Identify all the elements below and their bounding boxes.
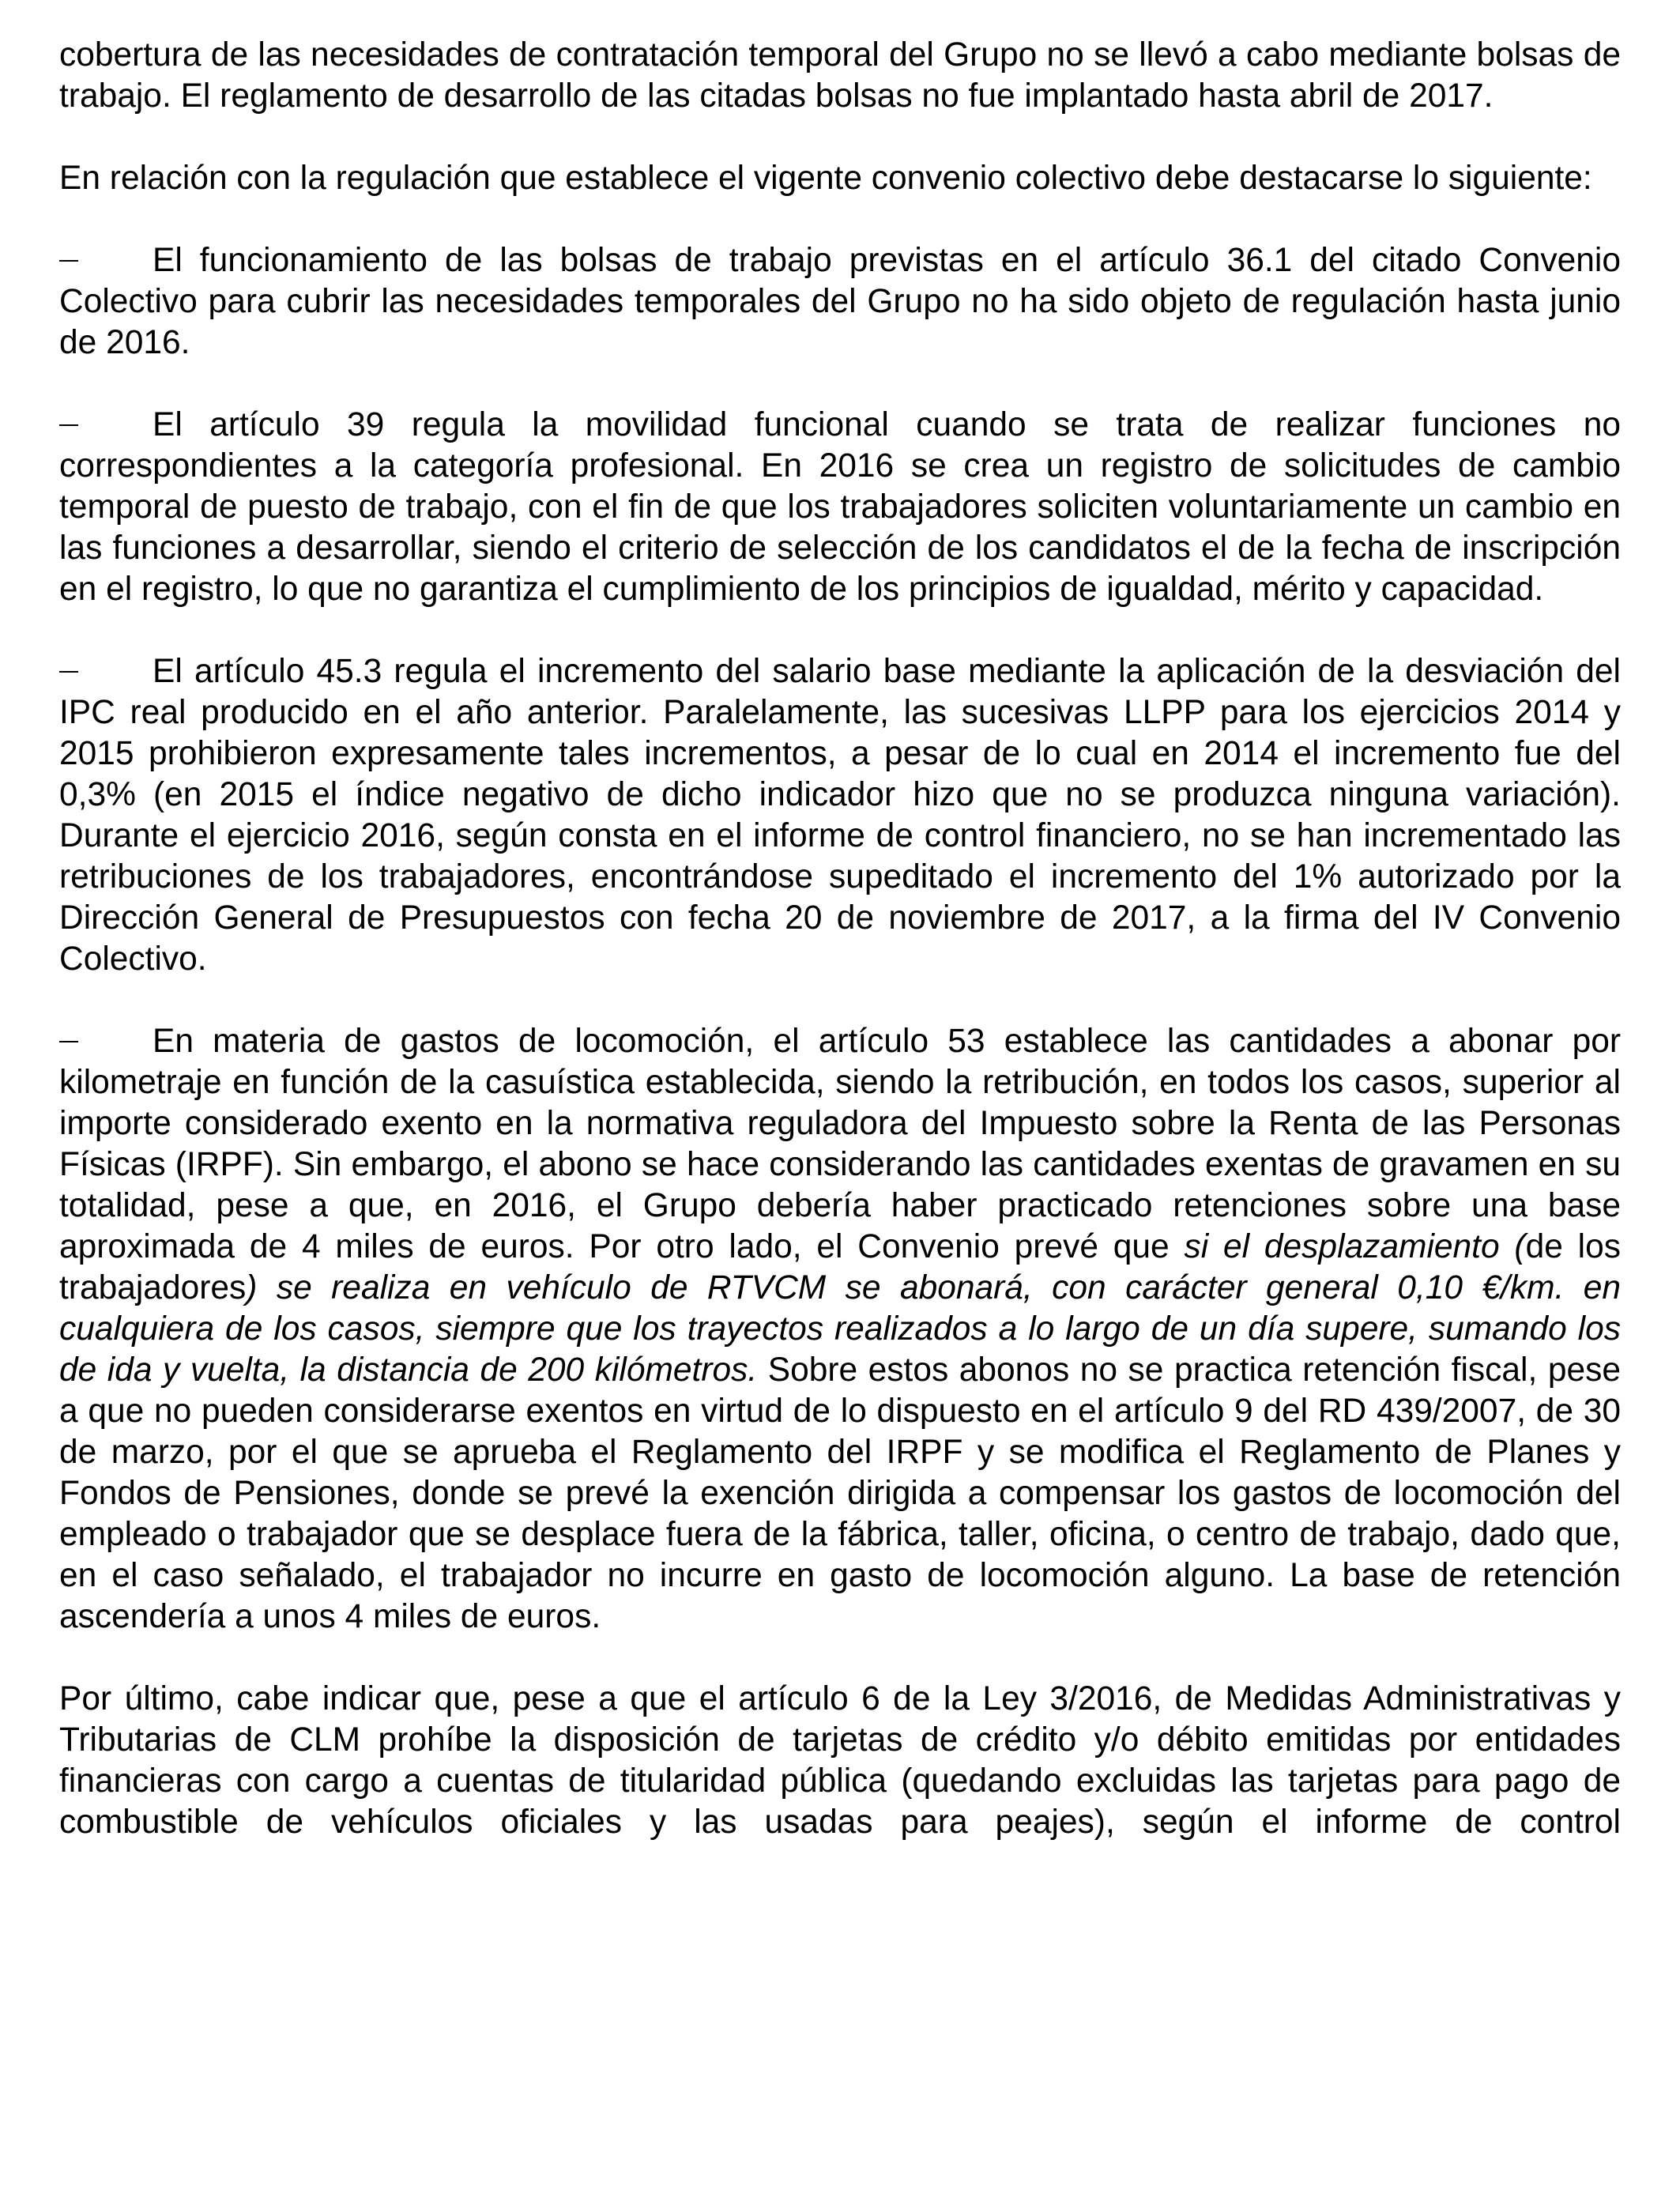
italic-quote: si el desplazamiento (: [1184, 1228, 1526, 1265]
bullet-item-bolsas-trabajo: [59, 240, 1621, 364]
bullet-text: El funcionamiento de las bolsas de trabajo previstas en el artículo 36.1 del citado Convenio Colectivo para cubrir las necesidades temporales del Grupo no ha sido objeto de regulación hasta junio de 2016.: [59, 242, 1621, 361]
bullet-text: El artículo 45.3 regula el incremento del salario base mediante la aplicación de la desviación del IPC real producido en el año anterior. Paralelamente, las sucesivas LLPP para los ejercicios 2014 y 2015 prohibieron expresamente tales incrementos, a pesar de lo cual en 2014 el incremento fue del 0,3% (en 2015 el índice negativo de dicho indicador hizo que no se produzca ninguna variación). Durante el ejercicio 2016, según consta en el informe de control financiero, no se han incrementado las retribuciones de los trabajadores, encontrándose supeditado el incremento del 1% autorizado por la Dirección General de Presupuestos con fecha 20 de noviembre de 2017, a la firma del IV Convenio Colectivo.: [59, 653, 1621, 978]
paragraph-convenio-intro: En relación con la regulación que establece el vigente convenio colectivo debe destacarse lo siguiente:: [59, 160, 1592, 197]
bullet-item-gastos-locomocion: [59, 1021, 1621, 1638]
bullet-text: El artículo 39 regula la movilidad funcional cuando se trata de realizar funciones no correspondientes a la categoría profesional. En 2016 se crea un registro de solicitudes de cambio temporal de puesto de trabajo, con el fin de que los trabajadores soliciten voluntariamente un cambio en las funciones a desarrollar, siendo el criterio de selección de los candidatos el de la fecha de inscripción en el registro, lo que no garantiza el cumplimiento de los principios de igualdad, mérito y capacidad.: [59, 406, 1621, 608]
bullet-text: de los trabajadores: [59, 1228, 1621, 1306]
dash-bullet-icon: [59, 651, 153, 692]
paragraph-tarjetas-credito: Por último, cabe indicar que, pese a que el artículo 6 de la Ley 3/2016, de Medidas Administrativas y Tributarias de CLM prohíbe la disposición de tarjetas de crédito y/o débito emitidas por entidades financieras con cargo a cuentas de titularidad pública (quedando excluidas las tarjetas para pago de combustible de vehículos oficiales y las usadas para peajes), según el informe de control: [59, 1680, 1621, 1841]
dash-bullet-icon: [59, 1021, 153, 1062]
bullet-item-salario-base: [59, 651, 1621, 980]
dash-bullet-icon: [59, 240, 153, 281]
bullet-text: En materia de gastos de locomoción, el artículo 53 establece las cantidades a abonar por kilometraje en función de la casuística establecida, siendo la retribución, en todos los casos, superior al importe considerado exento en la normativa reguladora del Impuesto sobre la Renta de las Personas Físicas (IRPF). Sin embargo, el abono se hace considerando las cantidades exentas de gravamen en su totalidad, pese a que, en 2016, el Grupo debería haber practicado retenciones sobre una base aproximada de 4 miles de euros. Por otro lado, el Convenio prevé que: [59, 1023, 1621, 1265]
italic-quote: ) se realiza en vehículo de RTVCM se abonará, con carácter general 0,10 €/km. en cualquiera de los casos, siempre que los trayectos realizados a lo largo de un día supere, sumando los de ida y vuelta, la distancia de 200 kilómetros.: [59, 1269, 1621, 1389]
bullet-text: Sobre estos abonos no se practica retención fiscal, pese a que no pueden considerarse exentos en virtud de lo dispuesto en el artículo 9 del RD 439/2007, de 30 de marzo, por el que se aprueba el Reglamento del IRPF y se modifica el Reglamento de Planes y Fondos de Pensiones, donde se prevé la exención dirigida a compensar los gastos de locomoción del empleado o trabajador que se desplace fuera de la fábrica, taller, oficina, o centro de trabajo, dado que, en el caso señalado, el trabajador no incurre en gasto de locomoción alguno. La base de retención ascendería a unos 4 miles de euros.: [59, 1351, 1622, 1635]
paragraph-bolsas-intro: cobertura de las necesidades de contratación temporal del Grupo no se llevó a cabo mediante bolsas de trabajo. El reglamento de desarrollo de las citadas bolsas no fue implantado hasta abril de 2017.: [59, 36, 1621, 115]
document-page: [59, 35, 1621, 1843]
bullet-item-movilidad-funcional: [59, 405, 1621, 610]
dash-bullet-icon: [59, 405, 153, 446]
